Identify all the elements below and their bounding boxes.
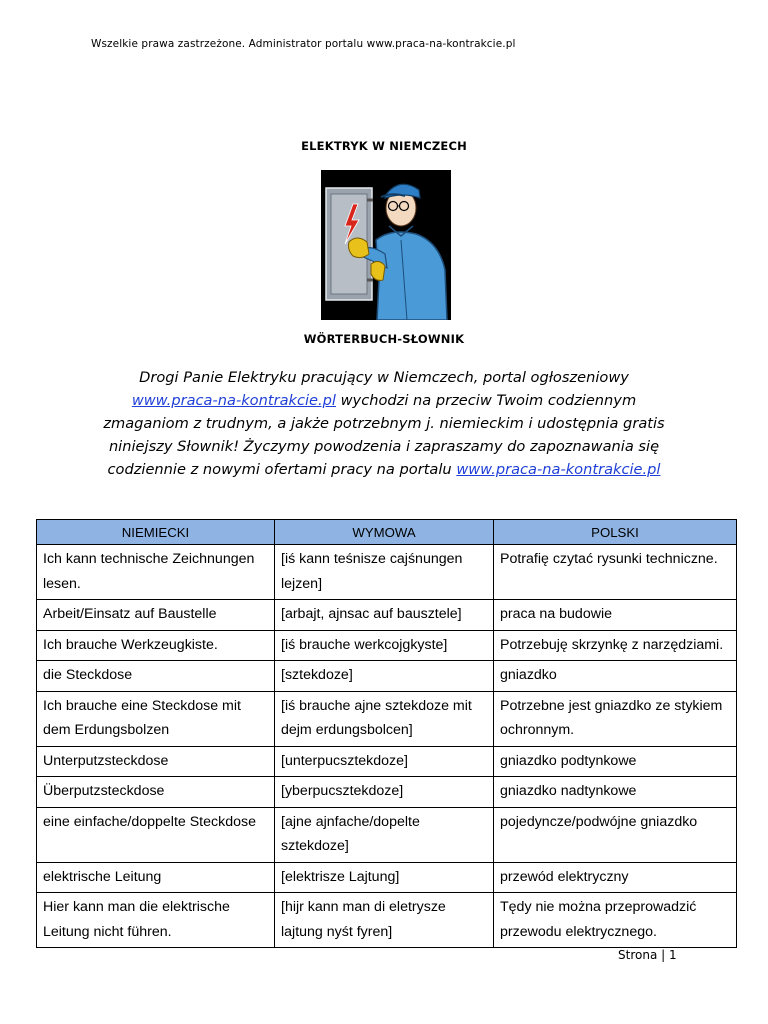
german-cell: Überputzsteckdose — [37, 777, 275, 808]
table-row — [37, 630, 737, 661]
electrician-drawing — [321, 170, 451, 320]
german-cell: Hier kann man die elektrische Leitung nicht führen. — [37, 893, 275, 948]
table-row — [37, 807, 737, 862]
polish-cell: Tędy nie można przeprowadzić przewodu elektrycznego. — [494, 893, 737, 948]
table-row — [37, 661, 737, 692]
pronunciation-cell: [yberpucsztekdoze] — [275, 777, 494, 808]
intro-line — [60, 389, 708, 412]
pronunciation-cell: [unterpucsztekdoze] — [275, 746, 494, 777]
pronunciation-cell: [ajne ajnfache/dopelte sztekdoze] — [275, 807, 494, 862]
table-row — [37, 777, 737, 808]
polish-cell: gniazdko — [494, 661, 737, 692]
german-cell: eine einfache/doppelte Steckdose — [37, 807, 275, 862]
document-title: ELEKTRYK W NIEMCZECH — [301, 139, 467, 153]
intro-line: Drogi Panie Elektryku pracujący w Niemczech, portal ogłoszeniowy — [139, 369, 629, 386]
portal-link[interactable]: www.praca-na-kontrakcie.pl — [131, 392, 336, 409]
intro-text: codziennie z nowymi ofertami pracy na portalu — [107, 461, 457, 478]
table-row — [37, 862, 737, 893]
page-number: 1 — [668, 948, 677, 962]
table-row — [37, 600, 737, 631]
page-label: Strona — [618, 948, 658, 962]
page-footer: Strona | 1 — [618, 948, 677, 962]
polish-cell: gniazdko nadtynkowe — [494, 777, 737, 808]
table-row — [37, 746, 737, 777]
german-cell: Ich brauche Werkzeugkiste. — [37, 630, 275, 661]
polish-cell: przewód elektryczny — [494, 862, 737, 893]
german-cell: elektrische Leitung — [37, 862, 275, 893]
pronunciation-cell: [sztekdoze] — [275, 661, 494, 692]
column-header-pronunciation: WYMOWA — [275, 520, 494, 545]
polish-cell: Potrzebne jest gniazdko ze stykiem ochronnym. — [494, 691, 737, 746]
intro-line: niniejszy Słownik! Życzymy powodzenia i zapraszamy do zapoznawania się — [108, 438, 660, 455]
electrician-illustration — [321, 170, 451, 320]
pronunciation-cell: [hijr kann man di eletrysze lajtung nyśt fyren] — [275, 893, 494, 948]
intro-paragraph — [60, 366, 708, 481]
table-row — [37, 691, 737, 746]
dictionary-subtitle: WÖRTERBUCH-SŁOWNIK — [303, 332, 465, 346]
portal-link[interactable]: www.praca-na-kontrakcie.pl — [456, 461, 661, 478]
pronunciation-cell: [arbajt, ajnsac auf bausztele] — [275, 600, 494, 631]
polish-cell: Potrzebuję skrzynkę z narzędziami. — [494, 630, 737, 661]
intro-text: wychodzi na przeciw Twoim codziennym — [335, 392, 637, 409]
polish-cell: praca na budowie — [494, 600, 737, 631]
column-header-german: NIEMIECKI — [37, 520, 275, 545]
table-row — [37, 545, 737, 600]
german-cell: Arbeit/Einsatz auf Baustelle — [37, 600, 275, 631]
column-header-polish: POLSKI — [494, 520, 737, 545]
german-cell: die Steckdose — [37, 661, 275, 692]
german-cell: Unterputzsteckdose — [37, 746, 275, 777]
polish-cell: gniazdko podtynkowe — [494, 746, 737, 777]
pronunciation-cell: [elektrisze Lajtung] — [275, 862, 494, 893]
header-note: Wszelkie prawa zastrzeżone. Administrator portalu www.praca-na-kontrakcie.pl — [91, 38, 516, 50]
intro-line — [60, 458, 708, 481]
table-row — [37, 893, 737, 948]
table-header-row — [37, 520, 737, 545]
german-cell: Ich brauche eine Steckdose mit dem Erdungsbolzen — [37, 691, 275, 746]
polish-cell: pojedyncze/podwójne gniazdko — [494, 807, 737, 862]
intro-line: zmaganiom z trudnym, a jakże potrzebnym j. niemieckim i udostępnia gratis — [103, 415, 665, 432]
pronunciation-cell: [iś kann teśnisze cajśnungen lejzen] — [275, 545, 494, 600]
pronunciation-cell: [iś brauche werkcojgkyste] — [275, 630, 494, 661]
german-cell: Ich kann technische Zeichnungen lesen. — [37, 545, 275, 600]
polish-cell: Potrafię czytać rysunki techniczne. — [494, 545, 737, 600]
pronunciation-cell: [iś brauche ajne sztekdoze mit dejm erdungsbolcen] — [275, 691, 494, 746]
dictionary-table — [36, 519, 737, 948]
